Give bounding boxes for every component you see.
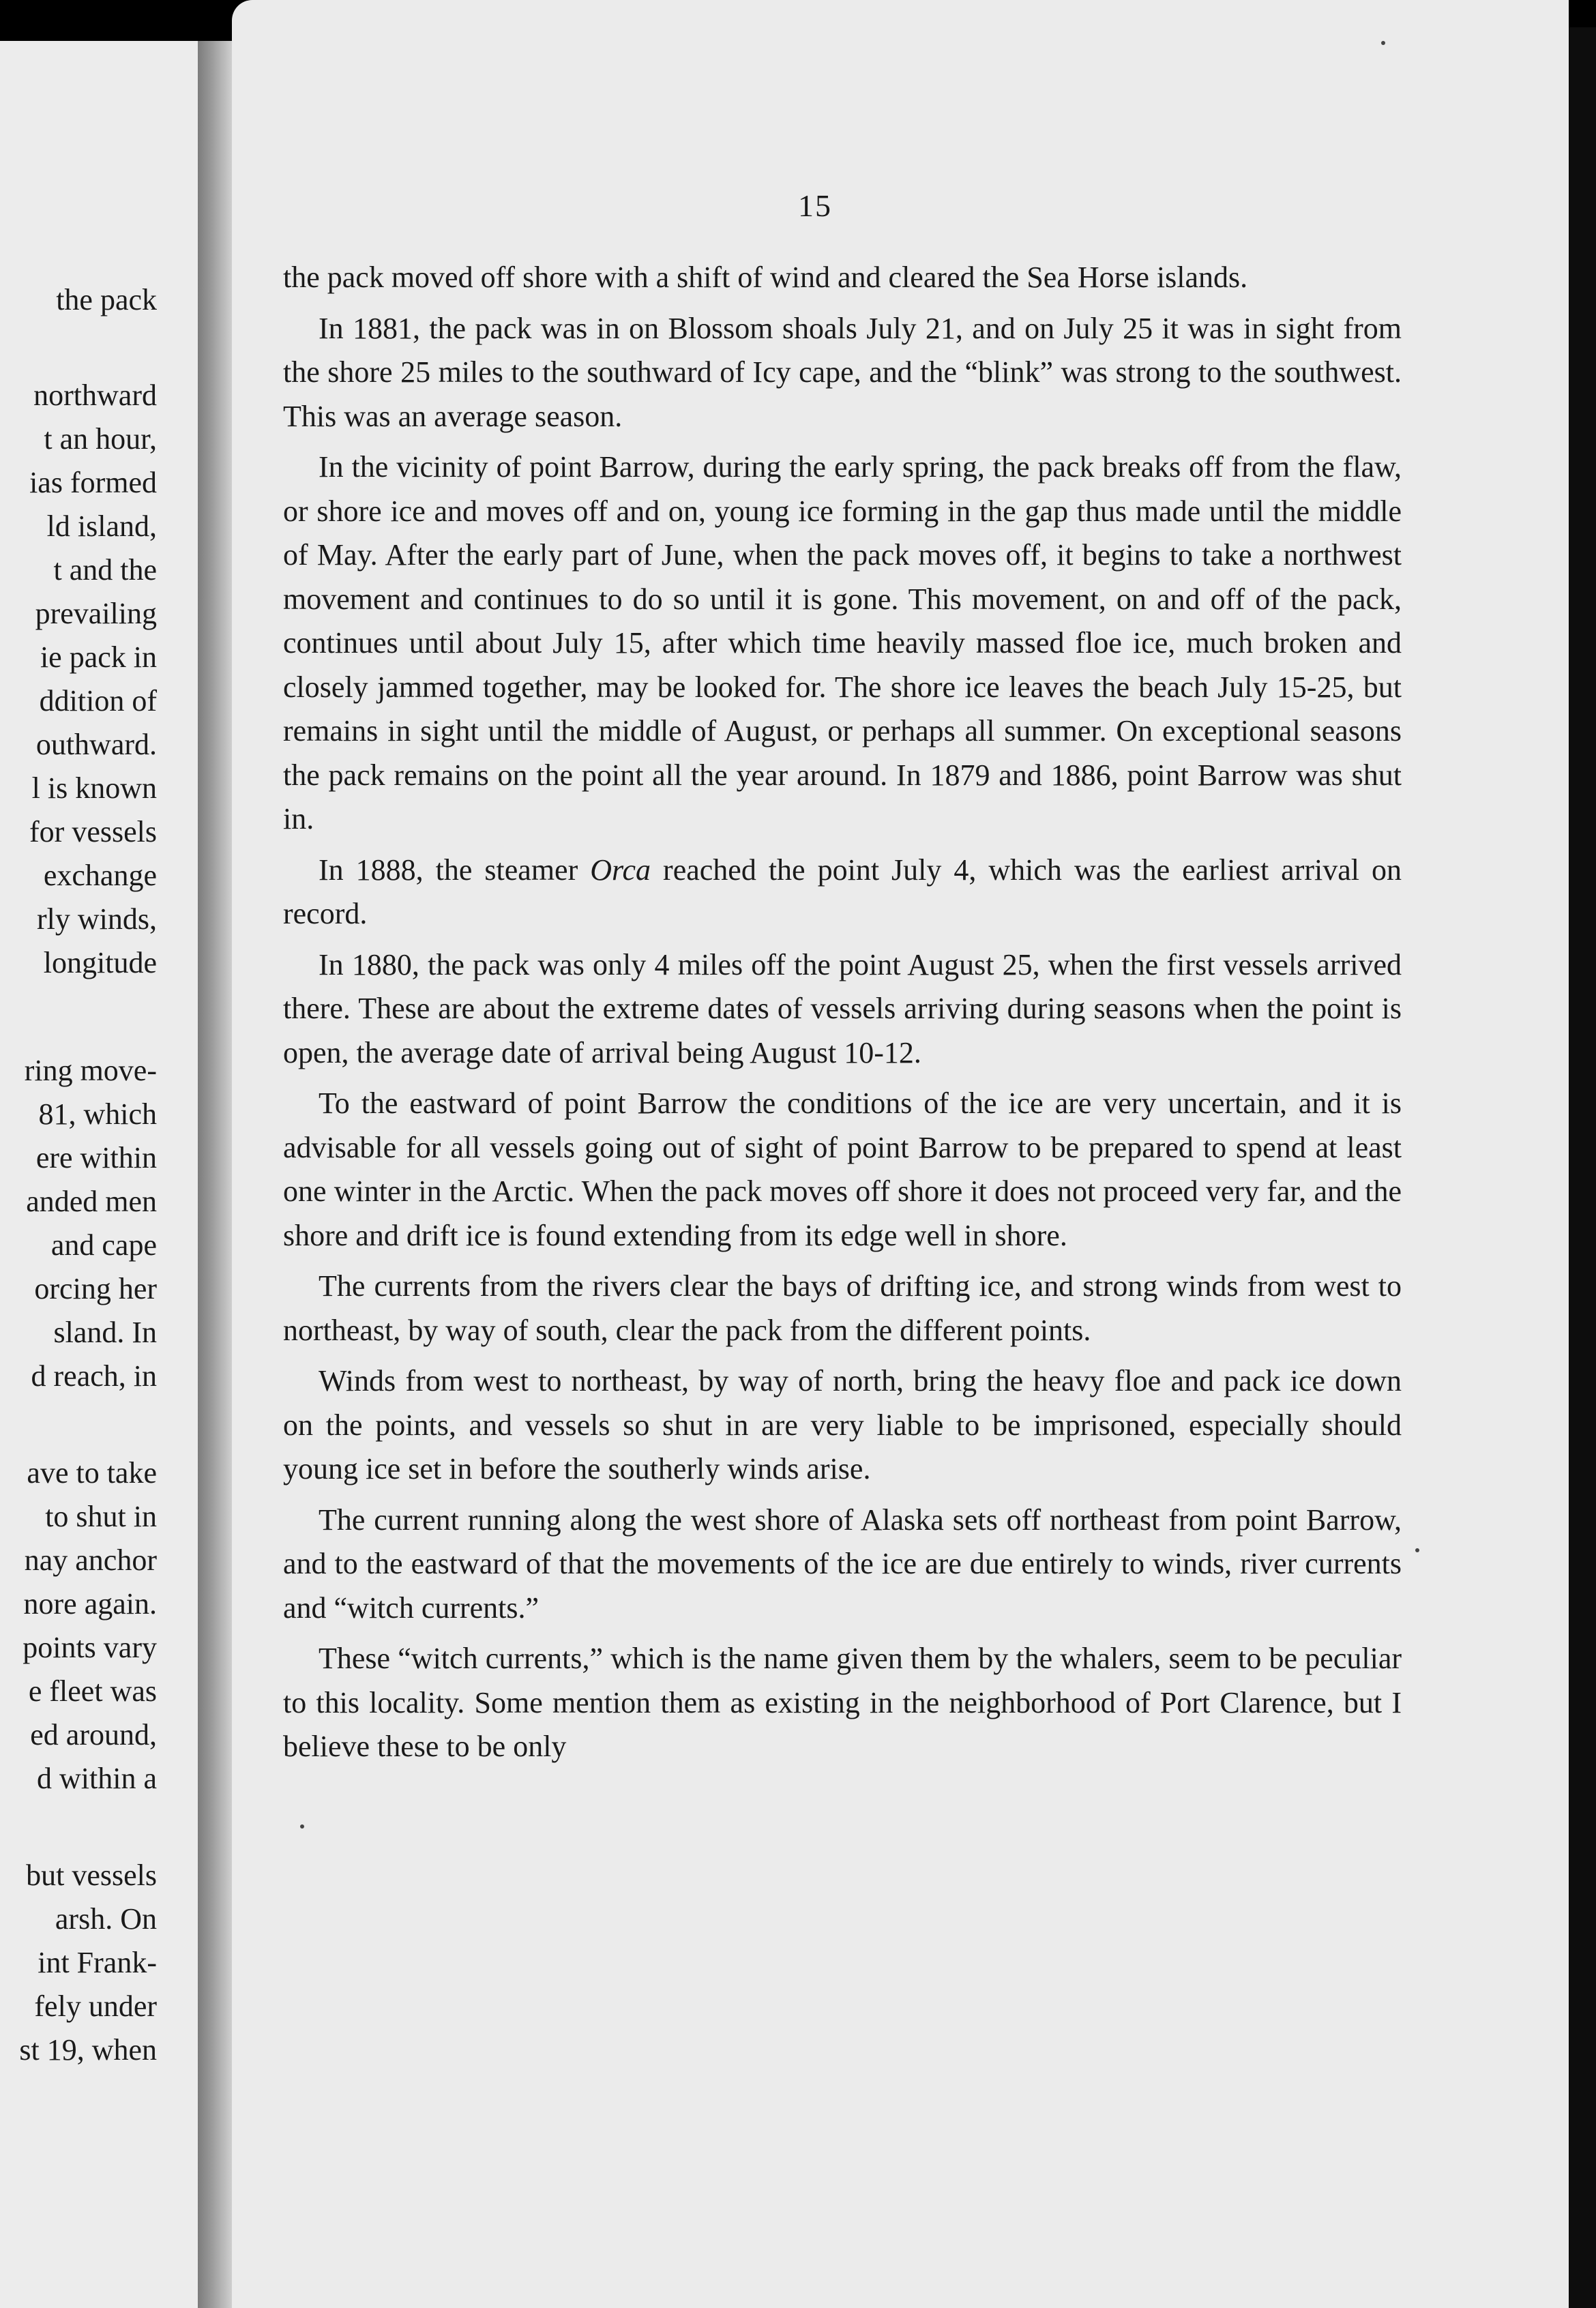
paragraph: The currents from the rivers clear the bays of drifting ice, and strong winds from west to northeast, by way of south, clear the pack from the different points.: [283, 1269, 1402, 1347]
ink-speck: [1381, 41, 1385, 45]
facing-page-line: nore again.: [23, 1587, 157, 1621]
facing-page-line: ring move-: [24, 1054, 157, 1087]
facing-page-line: t and the: [53, 553, 157, 587]
paragraph: The current running along the west shore of Alaska sets off northeast from point Barrow, and to the eastward of that the movements of the ice are due entirely to winds, river currents and “witch currents.”: [283, 1503, 1402, 1625]
page-edge-shadow: [1569, 27, 1596, 2308]
page-body: [283, 256, 1402, 1776]
facing-page-line: ie pack in: [40, 640, 157, 674]
facing-page-line: ias formed: [29, 466, 157, 499]
facing-page-line: t an hour,: [44, 422, 157, 456]
facing-page-line: the pack: [56, 283, 157, 316]
facing-page-line: and cape: [50, 1228, 157, 1262]
ink-speck: [300, 1824, 304, 1829]
facing-page-line: e fleet was: [28, 1674, 157, 1708]
facing-page-line: ave to take: [27, 1456, 157, 1490]
paragraph: These “witch currents,” which is the name given them by the whalers, seem to be peculiar to this locality. Some mention them as existing in the neighborhood of Port Clarence, but I believe these to be only: [283, 1642, 1402, 1763]
paragraph: the pack moved off shore with a shift of wind and cleared the Sea Horse islands.: [283, 261, 1248, 294]
facing-page-line: longitude: [43, 946, 157, 979]
page-number: 15: [798, 188, 832, 223]
facing-page-line: nay anchor: [24, 1543, 157, 1577]
facing-page-line: points vary: [23, 1631, 157, 1664]
paragraph: In 1880, the pack was only 4 miles off the point August 25, when the first vessels arrived there. These are about the extreme dates of vessels arriving during seasons when the point is open, the average date of arrival being August 10-12.: [283, 947, 1402, 1069]
facing-page-line: ed around,: [30, 1718, 157, 1751]
ink-speck: [1415, 1548, 1419, 1552]
paragraph: Winds from west to northeast, by way of north, bring the heavy floe and pack ice down on the points, and vessels so shut in are very liable to be imprisoned, especially should young ice set in before the southerly winds arise.: [283, 1364, 1402, 1485]
facing-page-line: ld island,: [46, 509, 157, 543]
facing-page-line: sland. In: [53, 1316, 157, 1349]
facing-page: [0, 41, 198, 2308]
facing-page-line: d within a: [37, 1762, 157, 1795]
facing-page-line: int Frank-: [38, 1946, 157, 1979]
facing-page-line: to shut in: [45, 1500, 157, 1533]
facing-page-line: d reach, in: [31, 1359, 157, 1393]
facing-page-line: arsh. On: [55, 1902, 157, 1936]
facing-page-line: but vessels: [26, 1859, 157, 1892]
facing-page-line: fely under: [34, 1989, 157, 2023]
paragraph: To the eastward of point Barrow the conditions of the ice are very uncertain, and it is advisable for all vessels going out of sight of point Barrow to be prepared to spend at least one winter in the Arctic. When the pack moves off shore it does not proceed very far, and the shore and drift ice is found extending from its edge well in shore.: [283, 1086, 1402, 1252]
facing-page-line: outhward.: [35, 728, 157, 761]
facing-page-line: northward: [33, 379, 157, 412]
facing-page-line: l is known: [31, 771, 157, 805]
paragraph: In 1888, the steamer Orca reached the point July 4, which was the earliest arrival on record.: [283, 853, 1402, 930]
facing-page-line: rly winds,: [37, 902, 157, 936]
facing-page-line: ere within: [35, 1141, 157, 1174]
facing-page-line: st 19, when: [19, 2033, 157, 2067]
paragraph: In the vicinity of point Barrow, during the early spring, the pack breaks off from the flaw, or shore ice and moves off and on, young ice forming in the gap thus made until the middle of May. After the early part of June, when the pack moves off, it begins to take a northwest movement and continues to do so until it is gone. This movement, on and off of the pack, continues until about July 15, after which time heavily massed floe ice, much broken and closely jammed together, may be looked for. The shore ice leaves the beach July 15-25, but remains in sight until the middle of August, or perhaps all summer. On exceptional seasons the pack remains on the point all the year around. In 1879 and 1886, point Barrow was shut in.: [283, 450, 1402, 835]
facing-page-line: anded men: [26, 1185, 157, 1218]
facing-page-line: exchange: [43, 859, 157, 892]
facing-page-line: orcing her: [34, 1272, 157, 1305]
facing-page-line: ddition of: [39, 684, 157, 717]
facing-page-line: prevailing: [35, 597, 157, 630]
facing-page-line: for vessels: [29, 815, 157, 848]
book-gutter: [198, 41, 232, 2308]
facing-page-line: 81, which: [38, 1097, 157, 1131]
paragraph: In 1881, the pack was in on Blossom shoals July 21, and on July 25 it was in sight from the shore 25 miles to the southward of Icy cape, and the “blink” was strong to the southwest. This was an average season.: [283, 311, 1402, 433]
